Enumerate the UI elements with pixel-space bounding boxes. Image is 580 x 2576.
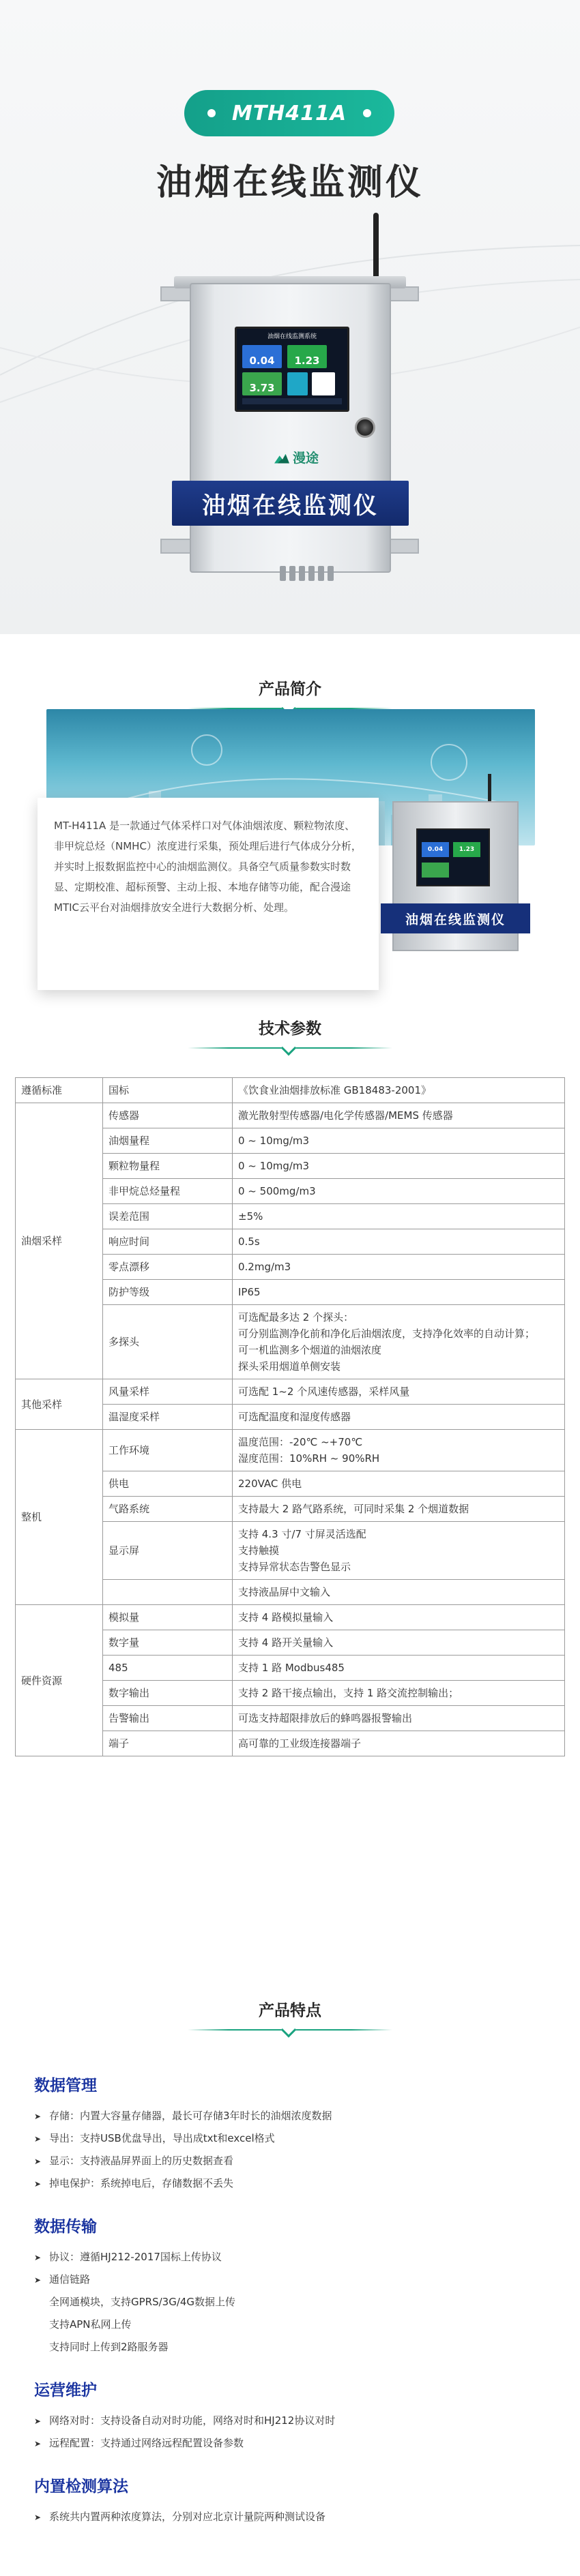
spec-value-line: 支持 4.3 寸/7 寸屏灵活选配 (238, 1528, 366, 1540)
intro-device-image: 0.04 1.23 油烟在线监测仪 (382, 774, 532, 972)
device-banner: 油烟在线监测仪 (381, 903, 530, 933)
screen-value-tile: 3.73 (242, 372, 282, 395)
spec-value (233, 1128, 565, 1154)
screen-value-tile: 0.04 (242, 345, 282, 368)
spec-value-line: 高可靠的工业级连接器端子 (238, 1737, 362, 1750)
feature-group (34, 2378, 553, 2455)
feature-text: 网络对时：支持设备自动对时功能，网络对时和HJ212协议对时 (49, 2414, 336, 2427)
feature-text: 全网通模块，支持GPRS/3G/4G数据上传 (49, 2296, 236, 2308)
feature-item (34, 2105, 553, 2127)
feature-text: 导出：支持USB优盘导出，导出成txt和excel格式 (49, 2132, 275, 2144)
spec-value-line: 0.2mg/m3 (238, 1261, 291, 1273)
spec-item: 温湿度采样 (103, 1405, 233, 1430)
spec-value (233, 1471, 565, 1497)
feature-item (34, 2313, 553, 2336)
spec-value-line: 探头采用烟道单侧安装 (238, 1360, 341, 1373)
spec-item: 工作环境 (103, 1430, 233, 1471)
section-heading (0, 1998, 580, 2020)
spec-value (233, 1605, 565, 1630)
brand-logo: 漫途 (274, 448, 319, 466)
spec-value (233, 1078, 565, 1103)
spec-value-line: 0.5s (238, 1235, 260, 1248)
arrow-bullet-icon: ➤ (34, 2157, 42, 2166)
section-heading (0, 676, 580, 699)
feature-text: 存储：内置大容量存储器，最长可存储3年时长的油烟浓度数据 (49, 2110, 332, 2122)
spec-category: 整机 (16, 1430, 103, 1605)
spec-value (233, 1681, 565, 1706)
screen-value-tile: 1.23 (287, 345, 327, 368)
spec-item: 显示屏 (103, 1522, 233, 1580)
feature-text: 显示：支持液晶屏界面上的历史数据查看 (49, 2155, 234, 2167)
spec-value (233, 1179, 565, 1204)
spec-value (233, 1580, 565, 1605)
spec-value (233, 1229, 565, 1255)
power-knob (355, 417, 375, 438)
spec-value (233, 1731, 565, 1756)
spec-item: 误差范围 (103, 1204, 233, 1229)
spec-item: 颗粒物量程 (103, 1154, 233, 1179)
feature-text: 通信链路 (49, 2273, 91, 2286)
spec-value (233, 1497, 565, 1522)
intro-description: MT-H411A 是一款通过气体采样口对气体油烟浓度、颗粒物浓度、非甲烷总烃（NMHC）浓度进行采集，预处理后进行气体成分分析，并实时上报数据监控中心的油烟监测仪。具备空气质量参数实时数显、定期校准、超标预警、主动上报、本地存储等功能，配合漫途MTIC云平台对油烟排放安全进行大数据分析、处理。 (54, 820, 362, 914)
device-cabinet (190, 283, 391, 573)
arrow-bullet-icon: ➤ (34, 2134, 42, 2144)
spec-category: 硬件资源 (16, 1605, 103, 1756)
spec-item: 非甲烷总烃量程 (103, 1179, 233, 1204)
spec-item: 模拟量 (103, 1605, 233, 1630)
cabinet-banner: 油烟在线监测仪 (172, 481, 409, 526)
spec-item: 告警输出 (103, 1706, 233, 1731)
spec-value-line: 温度范围：-20℃ ~+70℃ (238, 1436, 363, 1448)
spec-value-line: 可选配温度和湿度传感器 (238, 1411, 351, 1423)
features-heading: 产品特点 (259, 2002, 321, 2020)
spec-value (233, 1280, 565, 1305)
spec-item: 风量采样 (103, 1379, 233, 1405)
spec-table (15, 1077, 565, 1756)
intro-section (0, 634, 580, 1016)
spec-category: 其他采样 (16, 1379, 103, 1430)
spec-value-line: 220VAC 供电 (238, 1478, 302, 1490)
spec-value (233, 1522, 565, 1580)
hero-section (0, 0, 580, 634)
spec-row (16, 1078, 565, 1103)
feature-item (34, 2336, 553, 2358)
spec-value (233, 1656, 565, 1681)
feature-text: 掉电保护：系统掉电后，存储数据不丢失 (49, 2177, 234, 2189)
spec-value-line: 支持异常状态告警色显示 (238, 1561, 351, 1573)
spec-category: 油烟采样 (16, 1103, 103, 1379)
spec-value-line: 支持 4 路开关量输入 (238, 1636, 334, 1649)
spec-value-line: 支持 1 路 Modbus485 (238, 1662, 345, 1674)
spec-value-line: 0 ~ 500mg/m3 (238, 1185, 316, 1197)
feature-item (34, 2127, 553, 2150)
spec-item: 油烟量程 (103, 1128, 233, 1154)
section-heading (0, 1016, 580, 1038)
features-section (0, 1998, 580, 2576)
feature-group (34, 2073, 553, 2195)
spec-value-line: 湿度范围：10%RH ~ 90%RH (238, 1452, 380, 1465)
cable-connectors (280, 566, 345, 581)
spec-value-line: 支持液晶屏中文输入 (238, 1586, 331, 1598)
arrow-bullet-icon: ➤ (34, 2513, 42, 2522)
spec-value (233, 1255, 565, 1280)
feature-item (34, 2410, 553, 2432)
feature-group-title: 数据管理 (34, 2077, 97, 2095)
spec-category: 遵循标准 (16, 1078, 103, 1103)
spec-value (233, 1379, 565, 1405)
spec-value-line: 《饮食业油烟排放标准 GB18483-2001》 (238, 1084, 431, 1096)
spec-value (233, 1630, 565, 1656)
specs-section (0, 1016, 580, 1998)
spec-value (233, 1430, 565, 1471)
spec-item: 防护等级 (103, 1280, 233, 1305)
spec-item: 供电 (103, 1471, 233, 1497)
spec-item: 端子 (103, 1731, 233, 1756)
spec-value (233, 1103, 565, 1128)
feature-group-title: 运营维护 (34, 2382, 97, 2399)
intro-heading: 产品简介 (259, 680, 321, 698)
spec-value-line: 可选支持超限排放后的蜂鸣器报警输出 (238, 1712, 413, 1724)
feature-text: 支持APN私网上传 (49, 2318, 132, 2331)
feature-text: 协议：遵循HJ212-2017国标上传协议 (49, 2251, 222, 2263)
spec-value-line: 0 ~ 10mg/m3 (238, 1135, 310, 1147)
spec-item: 传感器 (103, 1103, 233, 1128)
feature-item (34, 2506, 553, 2528)
spec-value-line: IP65 (238, 1286, 261, 1298)
feature-text: 远程配置：支持通过网络远程配置设备参数 (49, 2437, 244, 2449)
spec-value (233, 1154, 565, 1179)
intro-text-card (38, 798, 379, 990)
arrow-bullet-icon: ➤ (34, 2253, 42, 2262)
spec-item: 数字量 (103, 1630, 233, 1656)
device-screen (235, 327, 349, 412)
feature-group (34, 2214, 553, 2358)
feature-group (34, 2474, 553, 2528)
spec-row (16, 1103, 565, 1128)
screen-title: 油烟在线监测系统 (267, 333, 317, 340)
spec-item: 零点漂移 (103, 1255, 233, 1280)
feature-text: 系统共内置两种浓度算法，分别对应北京计量院两种测试设备 (49, 2511, 326, 2523)
spec-item: 国标 (103, 1078, 233, 1103)
arrow-bullet-icon: ➤ (34, 2275, 42, 2285)
feature-group-title: 数据传输 (34, 2218, 97, 2236)
feature-item (34, 2172, 553, 2195)
spec-item (103, 1580, 233, 1605)
model-name: MTH411A (231, 101, 347, 125)
spec-value-line: ±5% (238, 1210, 263, 1223)
feature-text: 支持同时上传到2路服务器 (49, 2341, 169, 2353)
spec-value-line: 0 ~ 10mg/m3 (238, 1160, 310, 1172)
arrow-bullet-icon: ➤ (34, 2439, 42, 2448)
spec-row (16, 1430, 565, 1471)
spec-item: 响应时间 (103, 1229, 233, 1255)
spec-value (233, 1405, 565, 1430)
spec-value-line: 可选配 1~2 个风速传感器，采样风量 (238, 1386, 410, 1398)
spec-value-line: 支持 2 路干接点输出，支持 1 路交流控制输出； (238, 1687, 459, 1699)
spec-value-line: 可选配最多达 2 个探头： (238, 1311, 354, 1323)
spec-value-line: 支持最大 2 路气路系统，可同时采集 2 个烟道数据 (238, 1503, 469, 1515)
spec-value (233, 1305, 565, 1379)
spec-item: 多探头 (103, 1305, 233, 1379)
specs-heading: 技术参数 (259, 1020, 321, 1038)
feature-item (34, 2246, 553, 2268)
spec-value-line: 激光散射型传感器/电化学传感器/MEMS 传感器 (238, 1109, 453, 1122)
spec-value-line: 支持 4 路模拟量输入 (238, 1611, 334, 1623)
spec-value-line: 可分别监测净化前和净化后油烟浓度，支持净化效率的自动计算； (238, 1328, 536, 1340)
arrow-bullet-icon: ➤ (34, 2416, 42, 2426)
spec-value (233, 1706, 565, 1731)
arrow-bullet-icon: ➤ (34, 2112, 42, 2121)
feature-item (34, 2291, 553, 2313)
feature-group-title: 内置检测算法 (34, 2478, 128, 2496)
spec-value (233, 1204, 565, 1229)
feature-item (34, 2150, 553, 2172)
spec-item: 485 (103, 1656, 233, 1681)
feature-item (34, 2268, 553, 2291)
spec-item: 数字输出 (103, 1681, 233, 1706)
spec-value-line: 支持触摸 (238, 1544, 280, 1557)
spec-row (16, 1379, 565, 1405)
spec-item: 气路系统 (103, 1497, 233, 1522)
hero-title: 油烟在线监测仪 (156, 162, 424, 203)
arrow-bullet-icon: ➤ (34, 2179, 42, 2189)
model-badge (184, 90, 394, 136)
feature-list (34, 2073, 553, 2547)
spec-row (16, 1605, 565, 1630)
spec-value-line: 可一机监测多个烟道的油烟浓度 (238, 1344, 382, 1356)
feature-item (34, 2432, 553, 2455)
